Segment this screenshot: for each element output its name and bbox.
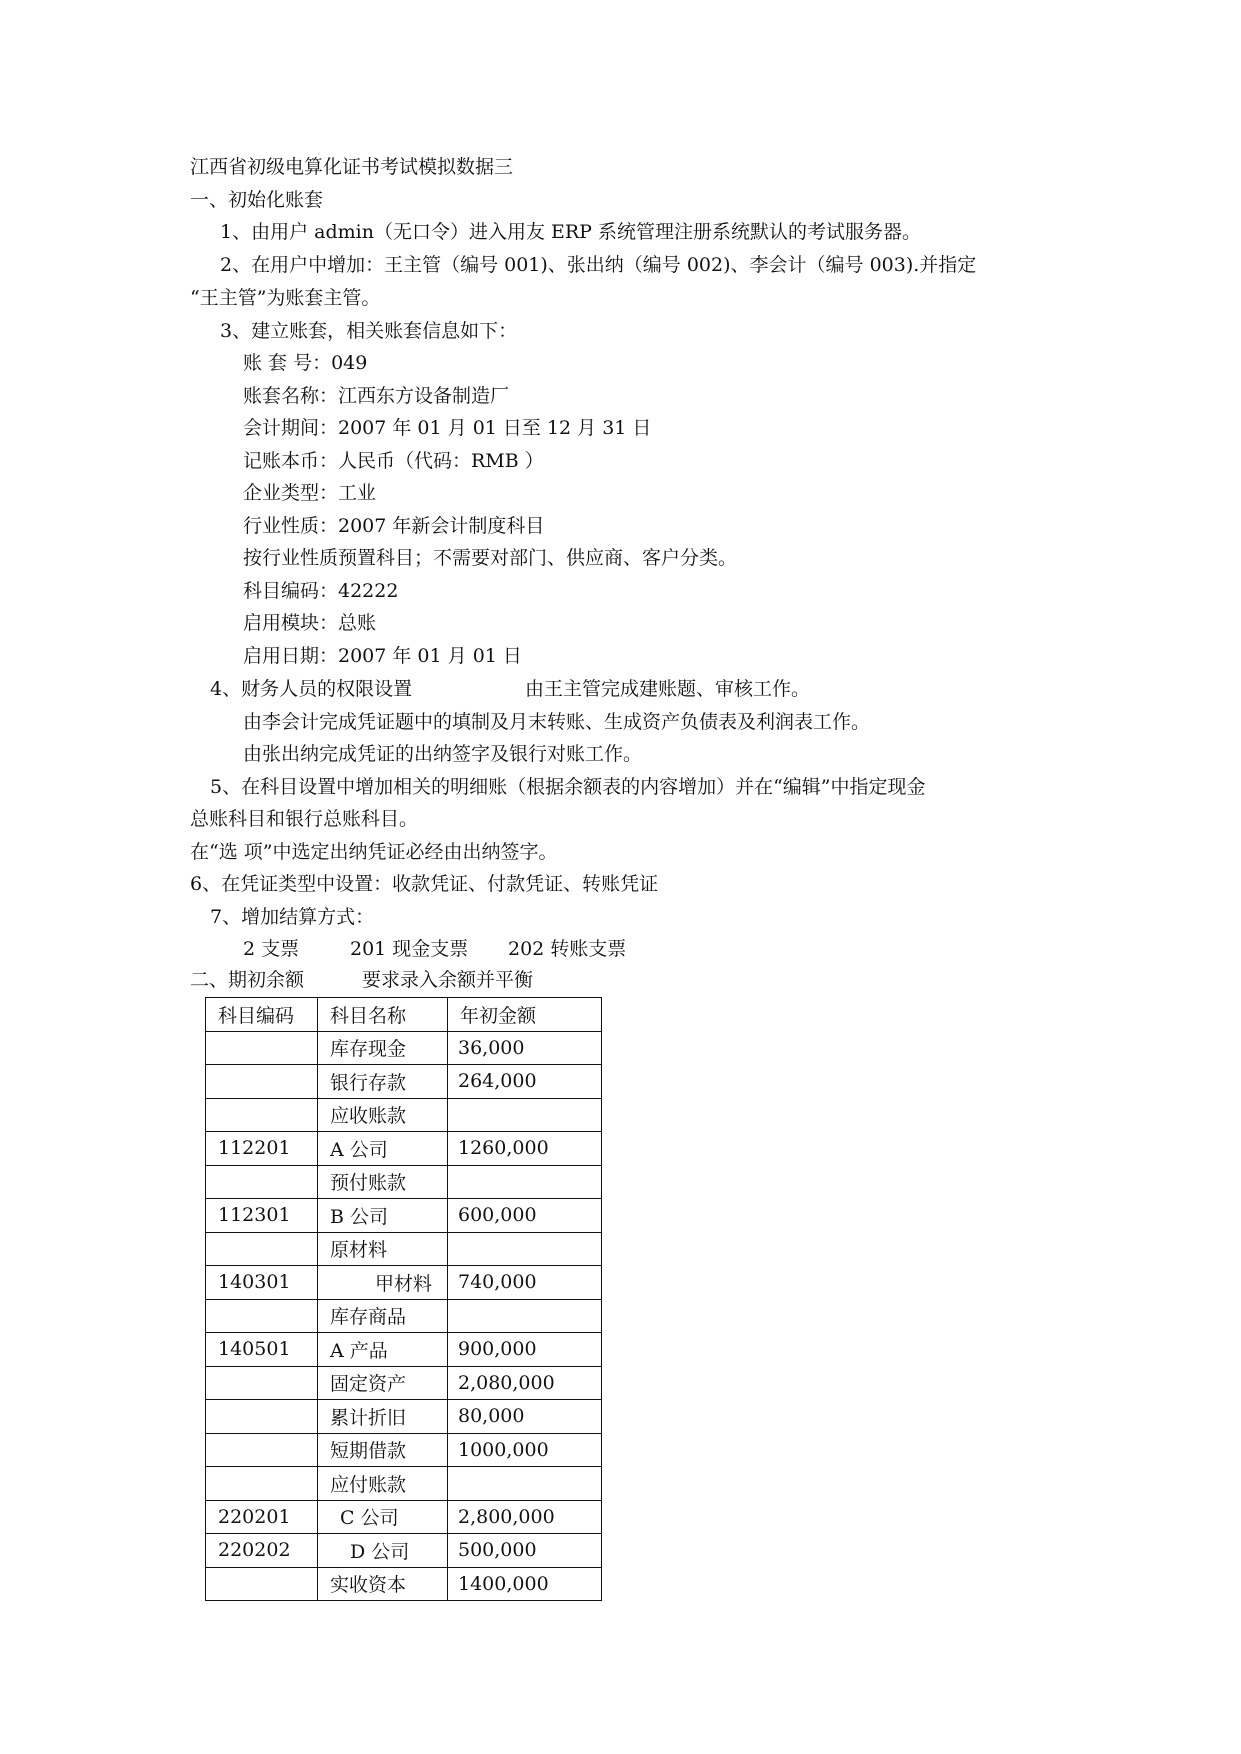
table-row — [206, 1098, 602, 1132]
info-enterprise-type: 企业类型：工业 — [243, 482, 377, 504]
cell-name-text: A 公司 — [330, 1138, 388, 1161]
cell-name-text: 库存现金 — [330, 1038, 407, 1061]
cell-name — [318, 1366, 448, 1400]
header-name-text: 科目名称 — [330, 1004, 407, 1027]
cell-name — [318, 1500, 448, 1534]
table-header-row — [206, 998, 602, 1032]
cell-amount-text: 1000,000 — [458, 1438, 549, 1461]
cell-name — [318, 1299, 448, 1333]
item4-label: 4、财务人员的权限设置 — [210, 678, 413, 700]
cell-code-text: 140501 — [218, 1338, 291, 1361]
cell-amount — [448, 1199, 602, 1233]
cell-amount — [448, 1232, 602, 1266]
cell-code-text: 112201 — [218, 1137, 291, 1160]
cell-amount-text: 2,080,000 — [458, 1371, 555, 1394]
cell-name-text: 预付账款 — [330, 1172, 407, 1195]
cell-name-text: 甲材料 — [375, 1272, 433, 1295]
settle-cheque: 2 支票 — [243, 938, 300, 960]
table-row — [206, 1132, 602, 1166]
item5-text-c: 在“选 项”中选定出纳凭证必经由出纳签字。 — [190, 841, 558, 863]
info-account-coding: 科目编码：42222 — [243, 580, 399, 602]
table-row — [206, 1199, 602, 1233]
table-row — [206, 1567, 602, 1601]
info-currency: 记账本币：人民币（代码：RMB ） — [243, 450, 544, 472]
table-row — [206, 1534, 602, 1568]
cell-amount-text: 36,000 — [458, 1036, 525, 1059]
cell-name-text: A 产品 — [330, 1339, 388, 1362]
section2-note: 要求录入余额并平衡 — [362, 969, 534, 991]
cell-name-text: 原材料 — [330, 1239, 388, 1262]
table-row — [206, 1266, 602, 1300]
cell-name-text: 固定资产 — [330, 1373, 407, 1396]
cell-amount — [448, 1400, 602, 1434]
info-industry: 行业性质：2007 年新会计制度科目 — [243, 515, 545, 537]
header-code-text: 科目编码 — [218, 1004, 295, 1027]
table-row — [206, 1299, 602, 1333]
cell-name-text: C 公司 — [340, 1507, 399, 1530]
cell-amount — [448, 1065, 602, 1099]
header-amount — [448, 998, 602, 1032]
cell-code-text: 112301 — [218, 1204, 291, 1227]
header-name — [318, 998, 448, 1032]
item6-text: 6、在凭证类型中设置：收款凭证、付款凭证、转账凭证 — [190, 873, 659, 895]
cell-name-text: 短期借款 — [330, 1440, 407, 1463]
cell-amount — [448, 1534, 602, 1568]
cell-amount-text: 500,000 — [458, 1539, 537, 1562]
item4-text-a: 由王主管完成建账题、审核工作。 — [525, 678, 811, 700]
info-start-date: 启用日期：2007 年 01 月 01 日 — [243, 645, 522, 667]
cell-amount — [448, 1500, 602, 1534]
cell-name-text: 应收账款 — [330, 1105, 407, 1128]
cell-code — [206, 1031, 318, 1065]
cell-name — [318, 1534, 448, 1568]
opening-balance-table — [205, 997, 602, 1601]
table-row — [206, 1065, 602, 1099]
table-row — [206, 1433, 602, 1467]
item2-text-b: “王主管”为账套主管。 — [190, 287, 381, 309]
cell-name — [318, 1433, 448, 1467]
item1-text: 1、由用户 admin（无口令）进入用友 ERP 系统管理注册系统默认的考试服务器。 — [220, 221, 921, 243]
section1-heading: 一、初始化账套 — [190, 189, 324, 211]
header-amount-text: 年初金额 — [460, 1004, 537, 1027]
cell-amount — [448, 1132, 602, 1166]
item2-text-a: 2、在用户中增加：王主管（编号 001)、张出纳（编号 002)、李会计（编号 003).并指定 — [220, 254, 977, 276]
cell-amount — [448, 1299, 602, 1333]
cell-code-text: 220201 — [218, 1505, 291, 1528]
cell-name-text: 银行存款 — [330, 1071, 407, 1094]
cell-name — [318, 1266, 448, 1300]
cell-code — [206, 1567, 318, 1601]
cell-amount-text: 740,000 — [458, 1271, 537, 1294]
document-title: 江西省初级电算化证书考试模拟数据三 — [190, 156, 514, 178]
cell-name — [318, 1467, 448, 1501]
cell-code — [206, 1232, 318, 1266]
cell-name — [318, 1165, 448, 1199]
cell-code — [206, 1098, 318, 1132]
cell-amount — [448, 1031, 602, 1065]
info-account-no: 账 套 号：049 — [243, 352, 368, 374]
cell-amount-text: 600,000 — [458, 1204, 537, 1227]
cell-name — [318, 1199, 448, 1233]
cell-name — [318, 1065, 448, 1099]
cell-code — [206, 1400, 318, 1434]
cell-name — [318, 1333, 448, 1367]
section2-heading: 二、期初余额 — [190, 969, 305, 991]
settle-cash-cheque: 201 现金支票 — [350, 938, 469, 960]
table-row — [206, 1500, 602, 1534]
item7-text: 7、增加结算方式： — [210, 906, 375, 928]
table-row — [206, 1031, 602, 1065]
cell-amount-text: 1260,000 — [458, 1137, 549, 1160]
cell-code — [206, 1299, 318, 1333]
cell-amount-text: 80,000 — [458, 1405, 525, 1428]
cell-amount-text: 2,800,000 — [458, 1505, 555, 1528]
table-row — [206, 1165, 602, 1199]
cell-code — [206, 1534, 318, 1568]
cell-name — [318, 1132, 448, 1166]
header-code — [206, 998, 318, 1032]
table-row — [206, 1333, 602, 1367]
cell-code — [206, 1199, 318, 1233]
cell-code — [206, 1065, 318, 1099]
cell-name-text: B 公司 — [330, 1205, 389, 1228]
info-module: 启用模块：总账 — [243, 612, 377, 634]
cell-amount — [448, 1098, 602, 1132]
info-period: 会计期间：2007 年 01 月 01 日至 12 月 31 日 — [243, 417, 652, 439]
table-row — [206, 1467, 602, 1501]
cell-name-text: 实收资本 — [330, 1574, 407, 1597]
cell-code — [206, 1433, 318, 1467]
cell-name-text: D 公司 — [350, 1540, 410, 1563]
item4-text-b: 由李会计完成凭证题中的填制及月末转账、生成资产负债表及利润表工作。 — [243, 711, 871, 733]
cell-code — [206, 1500, 318, 1534]
item3-text: 3、建立账套，相关账套信息如下： — [220, 320, 518, 342]
cell-name — [318, 1031, 448, 1065]
cell-code — [206, 1333, 318, 1367]
cell-name-text: 累计折旧 — [330, 1406, 407, 1429]
table-row — [206, 1400, 602, 1434]
table-row — [206, 1232, 602, 1266]
cell-code — [206, 1132, 318, 1166]
cell-name-text: 应付账款 — [330, 1473, 407, 1496]
info-preset-accounts: 按行业性质预置科目；不需要对部门、供应商、客户分类。 — [243, 547, 738, 569]
cell-amount — [448, 1266, 602, 1300]
cell-code-text: 140301 — [218, 1271, 291, 1294]
cell-amount — [448, 1467, 602, 1501]
cell-code — [206, 1165, 318, 1199]
cell-name — [318, 1567, 448, 1601]
cell-amount — [448, 1567, 602, 1601]
item5-text-a: 5、在科目设置中增加相关的明细账（根据余额表的内容增加）并在“编辑”中指定现金 — [210, 776, 926, 798]
cell-name — [318, 1098, 448, 1132]
cell-amount — [448, 1433, 602, 1467]
cell-amount-text: 264,000 — [458, 1070, 537, 1093]
cell-code — [206, 1366, 318, 1400]
cell-name — [318, 1400, 448, 1434]
cell-amount — [448, 1366, 602, 1400]
cell-amount — [448, 1333, 602, 1367]
cell-code — [206, 1467, 318, 1501]
settle-transfer-cheque: 202 转账支票 — [508, 938, 627, 960]
cell-code — [206, 1266, 318, 1300]
cell-name-text: 库存商品 — [330, 1306, 407, 1329]
cell-amount-text: 900,000 — [458, 1338, 537, 1361]
table-row — [206, 1366, 602, 1400]
cell-amount-text: 1400,000 — [458, 1572, 549, 1595]
item4-text-c: 由张出纳完成凭证的出纳签字及银行对账工作。 — [243, 743, 643, 765]
info-account-name: 账套名称：江西东方设备制造厂 — [243, 385, 510, 407]
cell-code-text: 220202 — [218, 1539, 291, 1562]
cell-amount — [448, 1165, 602, 1199]
item5-text-b: 总账科目和银行总账科目。 — [190, 808, 419, 830]
cell-name — [318, 1232, 448, 1266]
